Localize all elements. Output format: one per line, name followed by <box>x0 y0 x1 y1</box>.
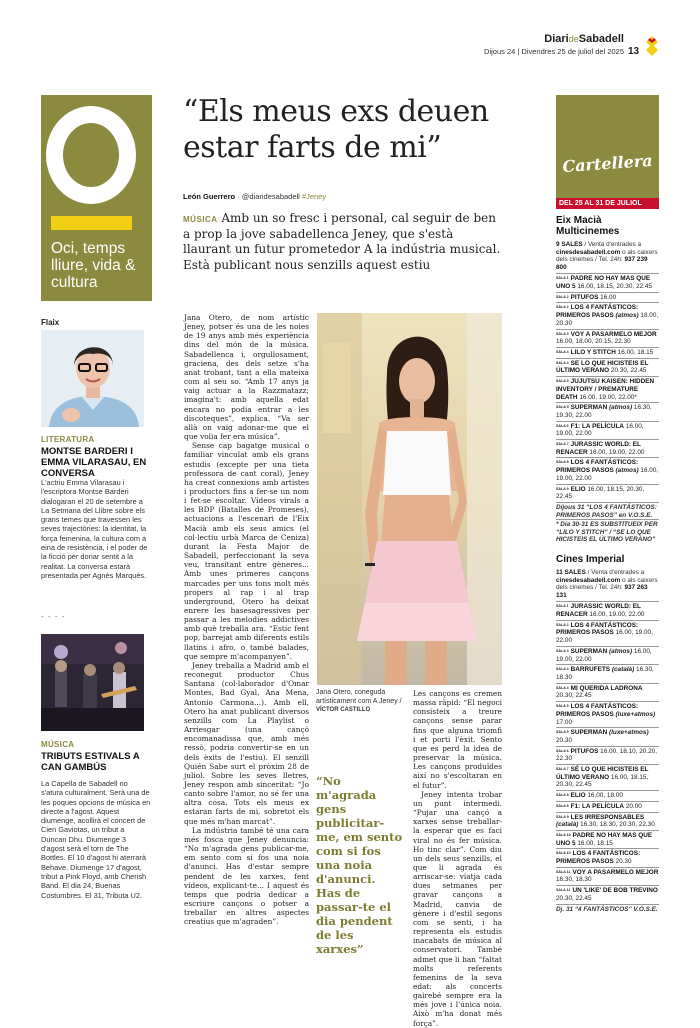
info-text: o als caixers dels cinemes / Tel. 24h: <box>556 248 658 264</box>
section-title: Oci, temps lliure, vida & cultura <box>51 240 136 291</box>
page-number: 13 <box>628 46 640 57</box>
sala-label: SALA 4 <box>556 667 569 672</box>
literatura-kicker: LITERATURA <box>41 435 95 444</box>
sala-label: SALA 4 <box>556 360 569 365</box>
movie-title: LOS 4 FANTÁSTICOS: PRIMEROS PASOS <box>556 621 639 637</box>
movie-times: 20.30, 22.45 <box>556 692 592 700</box>
movie-format: (atmos) <box>615 312 639 320</box>
article-column-3 <box>413 689 502 1028</box>
cartellera-banner <box>556 95 659 198</box>
movie-times: 20.30 <box>615 858 632 866</box>
ticket-link[interactable]: cinesdesabadell.com <box>556 248 621 256</box>
article-headline: “Els meus exs deuen estar farts de mi” <box>183 94 489 165</box>
movie-row <box>556 683 659 701</box>
cinema-info <box>556 241 659 271</box>
movie-format: (atmos) <box>615 467 639 475</box>
movie-list <box>556 601 659 903</box>
movie-row <box>556 620 659 646</box>
info-text: / Venta d'entrades a <box>582 241 642 248</box>
dateline: Dijous 24 | Divendres 25 de juliol del 2025 <box>484 47 624 56</box>
sala-label: SALA 3 <box>556 648 569 653</box>
flaix-label: Flaix <box>41 318 60 327</box>
section-letter-o <box>46 106 136 204</box>
info-text: / Venta d'entrades a <box>585 569 645 576</box>
sala-label: SALA 11 <box>556 888 571 893</box>
movie-title: LOS 4 FANTÁSTICOS: PRIMEROS PASOS <box>556 703 639 718</box>
photo-credit: VÍCTOR CASTILLO <box>316 707 371 713</box>
sala-label: SALA 5 <box>556 405 569 410</box>
movie-times: 16.00 <box>600 293 617 301</box>
movie-row <box>556 801 659 812</box>
cinema-imperial <box>556 554 659 913</box>
literatura-title: MONTSE BARDERI I EMMA VILARASAU, EN CONVERSA <box>41 446 147 479</box>
sala-label: SALA 8 <box>556 793 569 798</box>
sala-label: SALA 5 <box>556 379 569 384</box>
movie-title: JURASSIC WORLD: EL RENACER <box>556 603 641 619</box>
sala-label: SALA 1 <box>556 604 569 609</box>
sala-label: SALA 8 <box>556 803 569 808</box>
concert-photo <box>41 634 144 731</box>
byline: León Guerrero · @diaridesabadell #Jeney <box>183 192 327 201</box>
brand-main: Diari <box>544 33 569 45</box>
sala-label: SALA 10 <box>556 851 571 856</box>
movie-row <box>556 812 659 830</box>
movie-title: MI QUERIDA LADRONA <box>570 684 643 692</box>
movie-times: 16.00, 19.00, 22.00 <box>589 448 645 456</box>
cinema-info <box>556 569 659 599</box>
movie-times: 16.00, 18.00 <box>587 792 623 800</box>
movie-times: 16.30, 18.30 <box>556 876 592 884</box>
article-column-1 <box>184 313 309 928</box>
movie-row <box>556 746 659 764</box>
sala-label: SALA 6 <box>556 748 569 753</box>
movie-times: 20.30, 22.45 <box>610 367 647 375</box>
movie-format: (català) <box>556 821 579 829</box>
phone-number: 937 239 800 <box>556 256 648 271</box>
movie-title: LOS 4 FANTÁSTICOS: PRIMEROS PASOS <box>556 850 641 866</box>
sala-label: SALA 5 <box>556 730 569 735</box>
movie-row <box>556 701 659 727</box>
movie-row <box>556 885 659 903</box>
movie-title: BARRUFETS <box>570 666 611 674</box>
author: León Guerrero <box>183 192 236 201</box>
movie-row <box>556 790 659 801</box>
literatura-photo <box>41 330 144 427</box>
movie-row <box>556 848 659 866</box>
info-text: o als caixers dels cinemes / Tel. 24h: <box>556 576 658 592</box>
movie-title: JURASSIC WORLD: EL RENACER <box>556 441 641 456</box>
sala-label: SALA 9 <box>556 814 569 819</box>
movie-format: (luxe+atmos) <box>615 710 656 718</box>
movie-row <box>556 664 659 682</box>
sala-label: SALA 8 <box>556 460 569 465</box>
pull-quote: “No m'agrada gens publicitar-me, em sento com si fos una noia d'anunci. Has de passar-te el dia pendent de les xarxes” <box>316 774 403 956</box>
movie-title: F1: LA PELÍCULA <box>570 802 625 810</box>
movie-times: 16.00, 18.10, 20.20, 22.30 <box>556 747 657 763</box>
brand-de: de <box>568 34 579 44</box>
movie-times: 16.00, 18.15, 20.30, 22.45 <box>577 283 652 291</box>
movie-times: 18.00, 20.30 <box>556 312 659 327</box>
sala-label: SALA 10 <box>556 832 571 837</box>
sala-label: SALA 1 <box>556 276 569 281</box>
musica-body: La Capella de Sabadell no s'atura culturalment. Serà una de les poques opcions de música en directe a l'agost. Aquest diumenge, acollirà el concert de Cien Gaviotas, un tribut a Duncan Dhu. Diumenge 3 d'agost serà el torn de The Bottles. El 10 d'agost hi aterrarà Behave. Diumenge 17 d'agost, tribut a Pink Floyd, amb Cherish Band. El dia 24, Buenas Costumbres. El 31, Tributa U2. <box>41 779 151 900</box>
movie-times: 16.00, 18.15 <box>617 349 654 356</box>
sala-label: SALA 9 <box>556 486 569 491</box>
movie-title: SE LO QUE HICISTEIS EL ÚLTIMO VERANO <box>556 359 649 375</box>
movie-title: SÉ LO QUE HICISTEIS EL ÚLTIMO VERANO <box>556 766 649 781</box>
movie-title: JUJUTSU KAISEN: HIDDEN INVENTORY / PREMATURE DEATH <box>556 378 655 401</box>
movie-times: 20.30, 22.45 <box>556 894 592 902</box>
movie-title: PITUFOS <box>570 293 599 301</box>
brand-city: Sabadell <box>578 33 624 45</box>
note: Dj. 31 “4 FANTÁSTICOS” V.O.S.E. <box>556 905 658 913</box>
intro-text: Amb un so fresc i personal, cal seguir de ben a prop la jove sabadellenca Jeney, que s'està llaurant un futur prometedor A la indústria musical. Està publicant nous senzills aquest estiu <box>183 211 501 272</box>
movie-title: PADRE NO HAY MAS QUE UNO 5 <box>556 275 651 291</box>
movie-times: 16.00, 18.00, 20.15, 22.30 <box>556 338 631 346</box>
movie-title: PADRE NO HAY MAS QUE UNO 5 <box>556 831 653 847</box>
movie-format: (luxe+atmos) <box>609 729 649 737</box>
cinema-name: Cines Imperial <box>556 554 625 565</box>
sala-label: SALA 7 <box>556 767 569 772</box>
cinema-eix-macia <box>556 212 659 544</box>
movie-row <box>556 347 659 358</box>
movie-title: VOY A PASARMELO MEJOR <box>572 868 659 876</box>
movie-title: SUPERMAN <box>570 647 608 655</box>
cinema-name: Eix Macià Multicinemes <box>556 215 620 237</box>
sales-count: 9 SALES <box>556 241 583 248</box>
paragraph: Les cançons es cremen massa ràpid: “El negoci consisteix a treure cançons sense parar fins que alguna triomfi i et porti l'èxit. Sento que es perd la idea de preservar la música. Les cançons produïdes així no s'escoltaran en el futur”. <box>413 689 502 790</box>
movie-title: UN 'LIKE' DE BOB TREVINO <box>572 887 658 895</box>
main-photo-jeney <box>317 313 502 685</box>
sala-label: SALA 4 <box>556 685 569 690</box>
section-accent-bar <box>51 216 132 230</box>
sala-label: SALA 4 <box>556 350 569 354</box>
article-tag: #Jeney <box>301 192 327 201</box>
movie-title: LOS 4 FANTÁSTICOS: PRIMEROS PASOS <box>556 459 639 475</box>
movie-format: (atmos) <box>609 647 633 655</box>
movie-row <box>556 358 659 376</box>
literatura-body: L'actriu Emma Vilarasau i l'escriptora Montse Barderi dialogaran el 20 de setembre a La Setmana del Llibre sobre els grans temes que travessen les seves trajectòries: la identitat, la força femenina, la cultura com a eina de resistència, i el poder de la ficció per donar sentit a la realitat. La conversa estarà presentada per Agnès Marquès. <box>41 478 148 580</box>
movie-title: F1: LA PELÍCULA <box>570 422 625 430</box>
sala-label: SALA 2 <box>556 622 569 627</box>
movie-times: 16.00, 18.15 <box>577 839 613 847</box>
movie-times: 16.00, 18.15, 20.30, 22.45 <box>556 485 645 501</box>
movie-row <box>556 329 659 347</box>
movie-row <box>556 376 659 402</box>
movie-row <box>556 402 659 420</box>
movie-title: ELIO <box>570 485 586 493</box>
note: Dijous 31 “LOS 4 FANTÁSTICOS: PRIMEROS PASOS” en V.O.S.E. <box>556 502 659 519</box>
movie-row <box>556 302 659 328</box>
paragraph: Sense cap bagatge musical o familiar vinculat amb els grans estudis (excepte per una tieta professora de cant coral), Jeney ha creat connexions amb artistes i productors fins a fer-se un nom i fet-se escoltar. Vídeos virals a les BDP (Batalles de Promeses), actuacions a l'escenari de l'Eix Macià amb els seus amics (el col·lectiu urbà Marca de Ceniza) durant la Festa Major de Sabadell, perfeccionant la seva veu, transitant entre gèneres... Amb unes primeres cançons marcades per uns tons molt més propers al rap i al trap underground, Otero ha deixat enrere les basesagressives per passar a les melodies addictives amb què treballa ara. “Estic fent pop, barrejat amb diferents estils llatins i afro, o també balades, que sempre m'acompanyen”. <box>184 441 309 661</box>
movie-times: 17.00 <box>556 718 572 726</box>
movie-times: 16.00, 19.00, 22.00 <box>556 422 644 438</box>
sala-label: SALA 7 <box>556 442 569 447</box>
sala-label: SALA 3 <box>556 331 569 336</box>
movie-times: 16.30, 18.30 <box>556 666 654 681</box>
author-handle: @diaridesabadell <box>241 192 300 201</box>
movie-title: SUPERMAN <box>570 729 608 737</box>
movie-row <box>556 457 659 483</box>
musica-title: TRIBUTS ESTIVALS A CAN GAMBÚS <box>41 751 140 773</box>
paragraph: Jeney treballa a Madrid amb el reconegut productor Chus Santana (col·laborador d'Omar Montes, Bad Gyal, Ana Mena, Antonio Carmona...). Amb ell, Otero ha anat publicant diversos senzills com La Playlist o Arriesgar (una cançó encomanadissa que, amb més ressò, podria convertir-se en un dels èxits de l'estiu). El senzill Quién Sabe surt el pròxim 28 de juliol. Sobre les seves lletres, Jeney respon amb sinceritat: “Jo canto sobre l'amor, no sé fer una altra cosa. Tots els meus ex estaran farts de mi, sobretot els que més m'han marcat”. <box>184 660 309 826</box>
cartellera-dates: DEL 25 AL 31 DE JULIOL <box>556 198 659 209</box>
movie-title: ELIO <box>570 792 586 800</box>
sala-label: SALA 5 <box>556 704 569 709</box>
phone-number: 937 263 131 <box>556 584 648 599</box>
movie-list <box>556 273 659 502</box>
movie-times: 16.00, 19.00, 22.00 <box>589 611 645 619</box>
cartellera-title: Cartellera <box>561 150 654 177</box>
sala-label: SALA 2 <box>556 294 569 299</box>
movie-times: 20.00 <box>625 802 642 810</box>
movie-title: LES IRRESPONSABLES <box>570 813 645 821</box>
sala-label: SALA 2 <box>556 305 569 310</box>
photo-caption <box>316 689 411 715</box>
movie-row <box>556 830 659 848</box>
paragraph: La indústria també té una cara més fosca que Jeney denuncia: “No m'agrada gens publicar-me, em sento com si fos una noia d'anunci. Has d'estar sempre pendent de les xarxes, fent vídeos, explicant-te... I aquest és temps que podria dedicar a escriure cançons o potser a treballar en altres aspectes creatius que m'agraden”. <box>184 825 309 927</box>
paragraph: Jeney intenta trobar un punt intermedi. “Pujar una cançó a xarxes sense treballar-la esperar que es faci viral no és fer música. Ho tinc clar”. Com diu un dels seus senzills, el que li agrada és arriscar-se: viatja cada dues setmanes per gravar cançons a Madrid, canvia de gènere i d'estil segons com se senti, i ha representa els estudis inacabats de música al conservatori. També admet que li han “faltat molts referents femenins de la seva edat: als concerts gairebé sempre era la més jove i l'única noia. Això m'ha donat més força”. <box>413 789 502 1028</box>
sabadell-crest-icon <box>643 35 661 57</box>
note: * Dia 30-31 ES SUBSTITUEIX PER “LILO Y STITCH” / “SE LO QUE HICISTEIS EL ÚLTIMO VERANO” <box>556 521 658 544</box>
movie-format: (atmos) <box>609 404 633 412</box>
movie-row <box>556 764 659 790</box>
movie-times: 16.00, 19.00, 22.00 <box>556 647 652 663</box>
movie-times: 16.00, 18.15, 20.30, 22.45 <box>556 773 649 789</box>
movie-row <box>556 292 659 303</box>
sala-label: SALA 6 <box>556 423 569 428</box>
movie-row <box>556 601 659 619</box>
movie-times: 16.00, 19.00, 22.00* <box>579 393 637 401</box>
movie-times: 16.30, 19.30, 22.00 <box>556 404 652 419</box>
movie-title: SUPERMAN <box>570 404 608 412</box>
masthead <box>0 33 624 45</box>
article-kicker: MÚSICA <box>183 215 218 224</box>
movie-times: 20.30 <box>556 736 572 744</box>
movie-title: PITUFOS <box>570 747 599 755</box>
movie-row <box>556 484 659 502</box>
movie-times: 16.30, 18.30, 20.30, 22.30 <box>580 821 655 829</box>
sales-count: 11 SALES <box>556 569 586 576</box>
separator: - - - - <box>41 612 66 621</box>
movie-row <box>556 439 659 457</box>
movie-title: LOS 4 FANTÁSTICOS: PRIMEROS PASOS <box>556 304 639 320</box>
movie-row <box>556 867 659 885</box>
sala-label: SALA 11 <box>556 869 571 874</box>
movie-row <box>556 646 659 664</box>
movie-title: VOY A PASARMELO MEJOR <box>570 330 657 338</box>
movie-row <box>556 727 659 745</box>
movie-times: 16.00, 19.00, 22.00 <box>556 467 659 482</box>
paragraph: Jana Otero, de nom artístic Jeney, potser és una de les noies de 19 anys amb més experiència dins del món de la música. Sabadellenca i, orgullosament, graciena, des dels setze s'ha anat trobant, tant a ella mateixa com al seu so. “Amb 17 anys ja vaig actuar a la Razzmatazz; imagina't: amb aquella edat encara no podia entrar a les discoteques”, explica. “Va ser allà on vaig adonar-me que el que volia fer era música”. <box>184 313 309 442</box>
caption-text: Jana Otero, coneguda artísticament com A Jeney / <box>316 689 402 705</box>
musica-kicker: MÚSICA <box>41 740 75 749</box>
movie-row <box>556 421 659 439</box>
movie-times: 16.00, 19.00, 22.00 <box>556 629 653 645</box>
ticket-link[interactable]: cinesdesabadell.com <box>556 576 621 584</box>
movie-title: LILO Y STITCH <box>570 349 616 356</box>
movie-format: (català) <box>611 666 635 674</box>
movie-row <box>556 273 659 291</box>
article-intro <box>183 211 503 273</box>
